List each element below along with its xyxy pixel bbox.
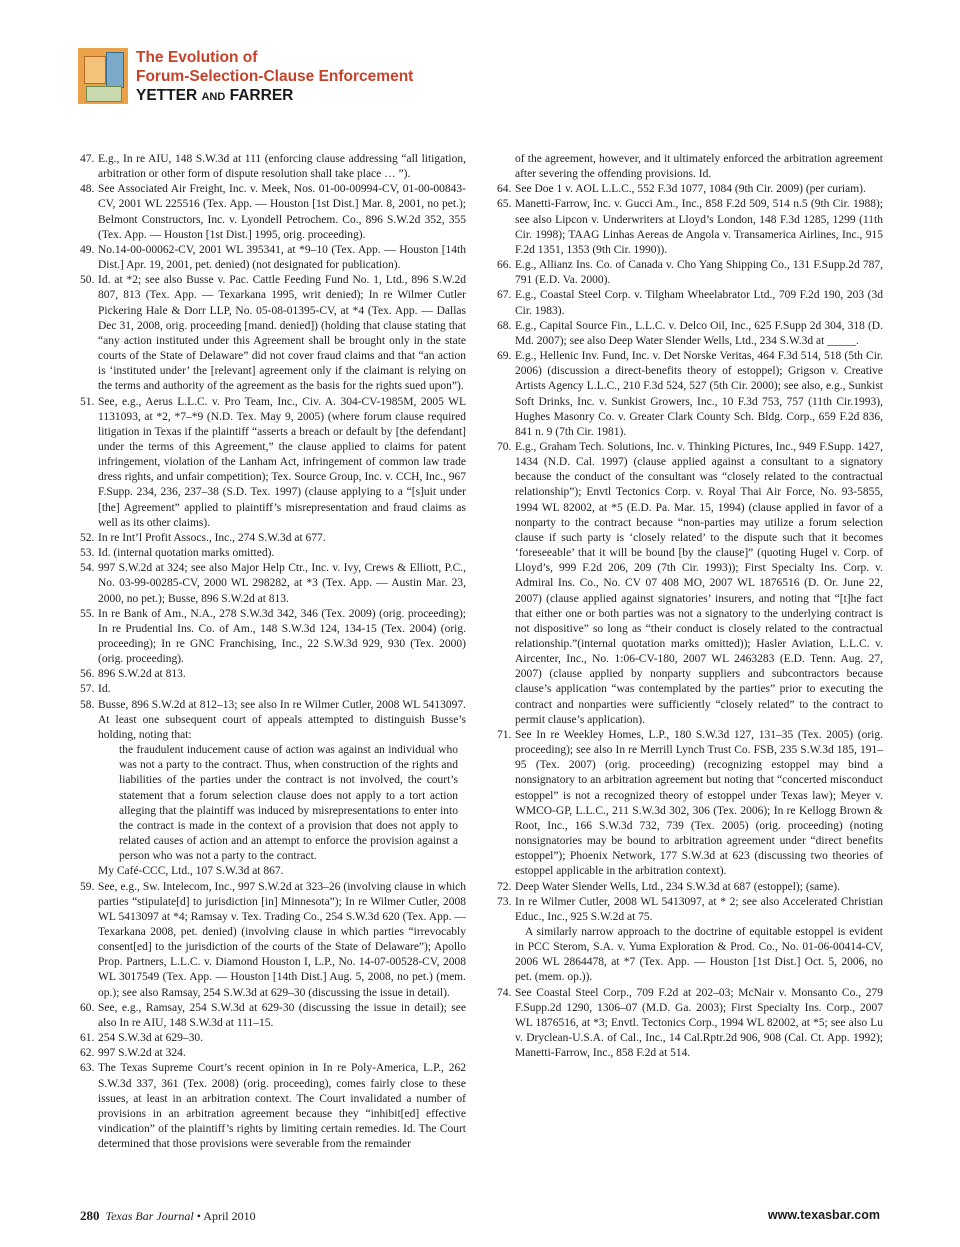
footer-separator: •: [196, 1209, 201, 1223]
footnote: [497, 319, 883, 349]
page-number: 280: [80, 1208, 100, 1223]
footnote-text: E.g., Allianz Ins. Co. of Canada v. Cho Yang Shipping Co., 131 F.Supp.2d 787, 791 (E.D. Va. 2000).: [515, 259, 883, 287]
author-and: AND: [201, 91, 226, 103]
footnote: [497, 197, 883, 258]
right-column: [497, 152, 883, 1061]
footnote-text: See, e.g., Ramsay, 254 S.W.3d at 629-30 (discussing the issue in detail); see also In re AIU, 148 S.W.3d at 111–15.: [98, 1001, 466, 1029]
footnote-number: 48.: [80, 183, 95, 196]
footnote-text: Id. (internal quotation marks omitted).: [98, 547, 275, 560]
footnote: [80, 182, 466, 243]
footnote: [497, 182, 883, 197]
footnote: [497, 258, 883, 288]
footnote-text: In re Wilmer Cutler, 2008 WL 5413097, at * 2; see also Accelerated Christian Educ., Inc., 925 S.W.2d at 75.: [515, 895, 883, 923]
footnote-number: 53.: [80, 547, 95, 560]
article-title-line1: The Evolution of: [136, 49, 258, 66]
footnote: [80, 561, 466, 606]
footnote-number: 55.: [80, 607, 95, 620]
footnote-number: 66.: [497, 259, 512, 272]
footnote-number: 64.: [497, 183, 512, 196]
footnote: [80, 273, 466, 394]
author-farrer: FARRER: [229, 87, 294, 104]
footnote-number: 65.: [497, 198, 512, 211]
footnote-number: 61.: [80, 1032, 95, 1045]
footnote-number: 50.: [80, 274, 95, 287]
footnote-text: Id.: [98, 683, 111, 696]
footnote-number: 63.: [80, 1062, 95, 1075]
journal-name: Texas Bar Journal: [105, 1209, 194, 1223]
footnote-text: E.g., Coastal Steel Corp. v. Tilgham Wheelabrator Ltd., 709 F.2d 190, 203 (3d Cir. 1983).: [515, 289, 883, 317]
footnote-text: Deep Water Slender Wells, Ltd., 234 S.W.3d at 687 (estoppel); (same).: [515, 880, 840, 893]
footnote: [497, 288, 883, 318]
footnote-text: The Texas Supreme Court’s recent opinion in In re Poly-America, L.P., 262 S.W.3d 337, 361 (Tex. 2008) (orig. proceeding), comes fairly close to these issues, at least in an arbitration context. The Court invalidated a number of provisions in an arbitration agreement because they “inhibit[ed] effective vindication” of the plaintiff’s rights by limiting certain remedies. Id. The Court determined that those provisions were severable from the remainder: [98, 1062, 466, 1151]
footnote: [80, 1001, 466, 1031]
footnote-number: 59.: [80, 880, 95, 893]
footnote: [80, 880, 466, 1001]
footnote-number: 74.: [497, 986, 512, 999]
footnote: [80, 1031, 466, 1046]
footnote: [80, 546, 466, 561]
footnote-number: 49.: [80, 243, 95, 256]
footnote-number: 70.: [497, 440, 512, 453]
footnote-text: See In re Weekley Homes, L.P., 180 S.W.3d 127, 131–35 (Tex. 2005) (orig. proceeding); see also In re Merrill Lynch Trust Co. FSB, 235 S.W.3d 185, 191–95 (Tex. 2007) (orig. proceeding) (recognizing estoppel may bind a nonsignatory to an arbitration agreement but noting that “concerted misconduct estoppel” is not a recognized theory of estoppel under Texas law); Meyer v. WMCO-GP, L.L.C., 211 S.W.3d 302, 306 (Tex. 2006); In re Kellogg Brown & Root, Inc., 166 S.W.3d 732, 739 (Tex. 2005) (orig. proceeding) (noting nonsignatories may be bound to arbitration agreement under “direct benefits estoppel”); Phoenix Network, 177 S.W.3d at 623 (discussing two theories of estoppel applicable in the arbitration context).: [515, 728, 883, 878]
footnote-number: 69.: [497, 350, 512, 363]
footnote-number: 52.: [80, 531, 95, 544]
footnote-text: See Doe 1 v. AOL L.L.C., 552 F.3d 1077, 1084 (9th Cir. 2009) (per curiam).: [515, 183, 866, 196]
footnote-number: 57.: [80, 683, 95, 696]
footnote: [80, 607, 466, 668]
footnote-number: 47.: [80, 153, 95, 165]
page-footer: [80, 1208, 880, 1224]
article-header: [78, 48, 413, 106]
issue-date: April 2010: [203, 1209, 256, 1223]
footnote-text: Manetti-Farrow, Inc. v. Gucci Am., Inc., 858 F.2d 509, 514 n.5 (9th Cir. 1988); see also Lipcon v. Underwriters at Lloyd’s London, 148 F.3d 1285, 1299 (11th Cir. 1998); TAAG Linhas Aereas de Angola v. Transamerica Airlines, Inc., 915 F.2d 1351, 1353 (9th Cir. 1990)).: [515, 198, 883, 256]
footnote-text: In re Bank of Am., N.A., 278 S.W.3d 342, 346 (Tex. 2009) (orig. proceeding); In re Prudential Ins. Co. of Am., 148 S.W.3d 124, 134-15 (Tex. 2004) (orig. proceeding); In re GNC Franchising, Inc., 22 S.W.3d 929, 930 (Tex. 2000) (orig. proceeding).: [98, 607, 466, 666]
footnote: [497, 880, 883, 895]
footnote: [497, 728, 883, 880]
footnote-73-paragraph: A similarly narrow approach to the doctrine of equitable estoppel is evident in PCC Sterom, S.A. v. Yuma Exploration & Prod. Co., No. 01-06-00414-CV, 2006 WL 2864478, at *7 (Tex. App. — Houston [1st Dist.] Oct. 5, 2006, no pet. (mem. op.)).: [515, 925, 883, 984]
footnote: [497, 349, 883, 440]
footnote: [80, 152, 466, 182]
footnote-text: See Associated Air Freight, Inc. v. Meek, Nos. 01-00-00994-CV, 01-00-00843-CV, 2001 WL 225516 (Tex. App. — Houston [1st Dist.] Mar. 8, 2001, no pet.); Belmont Constructors, Inc. v. Lyondell Petrochem. Co., 896 S.W.2d 352, 355 (Tex. App. — Houston [1st Dist.] 1995, orig. proceeding).: [98, 183, 466, 241]
article-authors: [136, 86, 413, 107]
footnote-text: 997 S.W.2d at 324; see also Major Help Ctr., Inc. v. Ivy, Crews & Elliott, P.C., No. 03-99-00285-CV, 2000 WL 298282, at *3 (Tex. App. — Austin Mar. 23, 2000, no pet.); Busse, 896 S.W.2d at 813.: [98, 562, 466, 605]
footnote-text: E.g., Graham Tech. Solutions, Inc. v. Thinking Pictures, Inc., 949 F.Supp. 1427, 1434 (N.D. Cal. 1997) (clause applied against a consultant to a signatory because the conduct of the consultant was “closely related to the contractual relationship”); Envtl Tectonics Corp. v. Royal Thai Air Force, No. 93-5855, 1994 WL 82002, at *5 (E.D. Pa. Mar. 15, 1994) (clause applied in favor of a nonparty to the contract because “non-parties may utilize a forum selection clause if such party is ‘closely related’ to the dispute such that it becomes ‘foreseeable’ that it will be bound [by the clause]” (quoting Hugel v. Corp. of Lloyd’s, 999 F.2d 206, 209 (7th Cir. 1993)); First Specialty Ins. Corp. v. Admiral Ins. Co., No. CV 07 408 MO, 2007 WL 1876516 (D. Or. June 22, 2007) (clause applied against signatories’ insurers, and noting that “[t]he fact that either one or both parties was not a signatory to the underlying contract is not dispositive” so long as “their conduct is closely related to the contractual relationship.”(internal quotation marks omitted)); Hasler Aviation, L.L.C. v. Aircenter, Inc., No. 1:06-CV-180, 2007 WL 2463283 (E.D. Tenn. Aug. 27, 2007) (clause applied by nonparty suppliers and subcontractors because clause’s application “was contemplated by the parties” prior to executing the contract and nonparties were sufficiently “closely related” to the contract to permit clause’s application).: [515, 440, 883, 726]
footnote-number: 62.: [80, 1047, 95, 1060]
footnote: [80, 395, 466, 531]
footnote-text: See, e.g., Aerus L.L.C. v. Pro Team, Inc., Civ. A. 304-CV-1985M, 2005 WL 1131093, at *2, *7–*9 (N.D. Tex. May 9, 2005) (where forum clause required litigation in Texas if the plaintiff “asserts a breach or default by [the defendant] under the terms of this Agreement,” the clause applied to claims for patent infringement, violation of the Lanham Act, infringement of common law trade dress rights, and unfair competition); Tex. Source Group, Inc. v. CCH, Inc., 967 F.Supp. 234, 236, 237–38 (S.D. Tex. 1997) (clause applying to a “[s]uit under [the] Agreement” applied to plaintiff’s misrepresentation and fraud claims as well as its other claims).: [98, 395, 466, 529]
footnote: [80, 667, 466, 682]
footnote: [80, 243, 466, 273]
footnote-number: 73.: [497, 895, 512, 908]
footnote-text: E.g., Capital Source Fin., L.L.C. v. Delco Oil, Inc., 625 F.Supp 2d 304, 318 (D. Md. 2007); see also Deep Water Slender Wells, Ltd., 234 S.W.3d at _____.: [515, 319, 883, 347]
footnote: [80, 1046, 466, 1061]
left-column: [80, 152, 466, 1152]
website-link[interactable]: www.texasbar.com: [767, 1208, 880, 1222]
footnote: [80, 698, 466, 743]
footnote: [497, 986, 883, 1062]
footnote-number: 67.: [497, 289, 512, 302]
footnote-continuation: of the agreement, however, and it ultimately enforced the arbitration agreement after severing the offending provisions. Id.: [515, 153, 883, 181]
block-quote: the fraudulent inducement cause of action was against an individual who was not a party to the contract. Thus, when construction of the rights and liabilities of the parties under the contract is not involved, the court’s statement that a forum selection clause does not apply to a tort action alleging that the plaintiff was induced by misrepresentations to enter into the contract is made in the context of a provision that does not apply to related causes of action and an attempt to enforce the provision against a person who was not a party to the contract.: [119, 744, 458, 863]
footnote-number: 58.: [80, 698, 95, 711]
footnote-text: In re Int’l Profit Assocs., Inc., 274 S.W.3d at 677.: [98, 531, 326, 544]
footnote-number: 71.: [497, 728, 512, 741]
footnote-text: See Coastal Steel Corp., 709 F.2d at 202–03; McNair v. Monsanto Co., 279 F.Supp.2d 1290, 1306–07 (M.D. Ga. 2003); First Specialty Ins. Corp., 2007 WL 1876516, at *3; Envtl. Tectonics Corp., 1994 WL 82002, at *5; see also Lu v. Dryclean-U.S.A. of Cal., Inc., 14 Cal.Rptr.2d 906, 908 (Cal. Ct. App. 1992); Manetti-Farrow, Inc., 858 F.2d at 514.: [515, 986, 883, 1060]
footnote-text: 254 S.W.3d at 629–30.: [98, 1032, 203, 1045]
footnote: [80, 1061, 466, 1152]
article-title-line2: Forum-Selection-Clause Enforcement: [136, 68, 414, 85]
footnote-number: 60.: [80, 1001, 95, 1014]
footnote-text: Id. at *2; see also Busse v. Pac. Cattle Feeding Fund No. 1, Ltd., 896 S.W.2d 807, 813 (Tex. App. — Texarkana 1995, writ denied); In re Wilmer Cutler Pickering Hale & Dorr LLP, No. 05-08-01395-CV, at *4 (Tex. App. — Dallas Dec 31, 2008, orig. proceeding [mand. denied]) (holding that clause stating that “any action instituted under this Agreement shall be brought only in the state courts of the State of Delaware” did not cover fraud claims and that “an action is ‘instituted under’ the [relevant] agreement only if the claimant is relying on the terms and authority of the agreement as the basis for the rights sued upon”).: [98, 274, 466, 393]
footnote-text: 896 S.W.2d at 813.: [98, 668, 186, 681]
article-logo-image: [78, 48, 128, 104]
footnote: [80, 682, 466, 697]
footnote-number: 68.: [497, 319, 512, 332]
quote-citation: My Café-CCC, Ltd., 107 S.W.3d at 867.: [98, 865, 284, 878]
footnote-text: See, e.g., Sw. Intelecom, Inc., 997 S.W.2d at 323–26 (involving clause in which parties “stipulate[d] to jurisdiction [in] Minnesota”); In re Wilmer Cutler, 2008 WL 5413097 at *4; Ramsay v. Tex. Trading Co., 254 S.W.3d 620 (Tex. App. — Texarkana 2008, pet. denied) (involving clause in which parties “irrevocably consent[ed] to the jurisdiction of the courts of the State of Delaware”); Apollo Prop. Partners, L.L.C. v. Diamond Houston I, L.P., No. 14-07-00528-CV, 2008 WL 3017549 (Tex. App. — Houston [14th Dist.] Aug. 5, 2008, no pet.) (mem. op.); see also Ramsay, 254 S.W.3d at 629–30 (discussing the issue in detail).: [98, 880, 466, 999]
footnote-text: E.g., In re AIU, 148 S.W.3d at 111 (enforcing clause addressing “all litigation, arbitration or other form of dispute resolution shall take place … ”).: [98, 153, 466, 181]
footnote-text: 997 S.W.2d at 324.: [98, 1047, 186, 1060]
footnote-text: No.14-00-00062-CV, 2001 WL 395341, at *9–10 (Tex. App. — Houston [14th Dist.] Apr. 19, 2001, pet. denied) (not designated for publication).: [98, 243, 466, 272]
footnote-number: 72.: [497, 880, 512, 893]
footnote: [497, 440, 883, 728]
footnote-text: E.g., Hellenic Inv. Fund, Inc. v. Det Norske Veritas, 464 F.3d 514, 518 (5th Cir. 2006) (discussion a direct-benefits theory of estoppel); Grigson v. Creative Artists Agency L.L.C., 210 F.3d 524, 527 (5th Cir. 2000); see also, e.g., Sunkist Soft Drinks, Inc. v. Sunkist Growers, Inc., 10 F.3d 753, 757 (11th Cir.1993), Hughes Masonry Co. v. Greater Clark County Sch. Bldg. Corp., 659 F.2d 836, 841 n. 9 (7th Cir. 1981).: [515, 350, 883, 438]
footnote: [80, 531, 466, 546]
footnote-number: 54.: [80, 562, 95, 575]
footnote: [497, 895, 883, 925]
footnote-number: 51.: [80, 395, 95, 408]
author-yetter: YETTER: [136, 87, 198, 104]
footer-left: [80, 1208, 256, 1224]
footnote-number: 56.: [80, 668, 95, 681]
footnote-text: Busse, 896 S.W.2d at 812–13; see also In re Wilmer Cutler, 2008 WL 5413097. At least one subsequent court of appeals attempted to distinguish Busse’s holding, noting that:: [98, 698, 466, 741]
